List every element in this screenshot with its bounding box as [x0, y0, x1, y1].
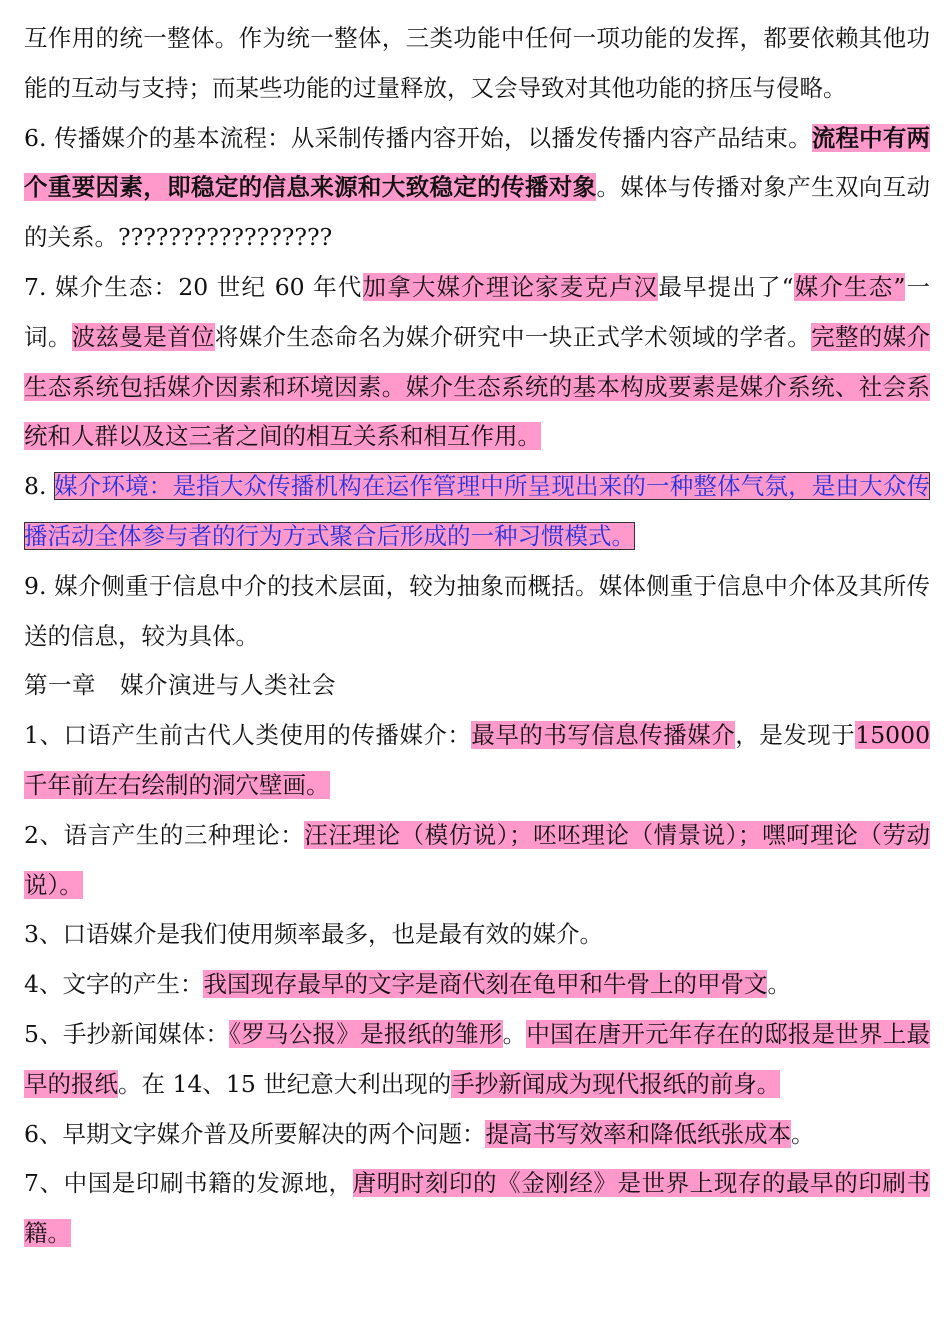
item-3-oral-media: 3、口语媒介是我们使用频率最多，也是最有效的媒介。 — [24, 920, 603, 949]
highlight-mcluhan: 加拿大媒介理论家麦克卢汉 — [362, 272, 659, 301]
highlight-diamond-sutra: 唐明时刻印的《金刚经》是世界上现存的最早的印刷书籍。 — [24, 1169, 931, 1248]
paragraph-7-media-ecology: 7. 媒介生态：20 世纪 60 年代加拿大媒介理论家麦克卢汉最早提出了“媒介生态”一词。波兹曼是首位将媒介生态命名为媒介研究中一块正式学术领域的学者。完整的媒介生态系统包括媒介因素和环境因素。媒介生态系统的基本构成要素是媒介系统、社会系统和人群以及这三者之间的相互关系和相互作用。 — [24, 272, 931, 451]
item-6-writing-media-problems: 6、早期文字媒介普及所要解决的两个问题：提高书写效率和降低纸张成本。 — [24, 1119, 815, 1148]
highlight-oracle-bones: 我国现存最早的文字是商代刻在龟甲和牛骨上的甲骨文 — [203, 970, 768, 999]
highlight-two-problems: 提高书写效率和降低纸张成本 — [485, 1119, 791, 1148]
paragraph-6-media-process: 6. 传播媒介的基本流程：从采制传播内容开始，以播发传播内容产品结束。流程中有两个重要因素，即稳定的信息来源和大致稳定的传播对象。媒体与传播对象产生双向互动的关系。????????????????? — [24, 123, 931, 252]
chapter-heading: 第一章 媒介演进与人类社会 — [24, 671, 336, 700]
highlight-three-theories: 汪汪理论（模仿说）；呸呸理论（情景说）；嘿呵理论（劳动说）。 — [24, 820, 931, 899]
highlight-roman-gazette: 《罗马公报》是报纸的雏形 — [229, 1019, 503, 1048]
highlight-media-ecology-term: 媒介生态” — [793, 272, 906, 301]
highlight-earliest-writing-medium: 最早的书写信息传播媒介 — [471, 721, 736, 750]
item-2-language-theories: 2、语言产生的三种理论：汪汪理论（模仿说）；呸呸理论（情景说）；嘿呵理论（劳动说）。 — [24, 820, 931, 899]
highlight-modern-newspaper-precursor: 手抄新闻成为现代报纸的前身。 — [451, 1069, 781, 1098]
item-4-origin-of-writing: 4、文字的产生：我国现存最早的文字是商代刻在龟甲和牛骨上的甲骨文。 — [24, 970, 791, 999]
highlight-postman: 波兹曼是首位 — [71, 322, 215, 351]
highlight-ecosystem-elements: 完整的媒介生态系统包括媒介因素和环境因素。媒介生态系统的基本构成要素是媒介系统、社会系统和人群以及这三者之间的相互关系和相互作用。 — [24, 322, 931, 451]
item-7-printed-books: 7、中国是印刷书籍的发源地，唐明时刻印的《金刚经》是世界上现存的最早的印刷书籍。 — [24, 1169, 931, 1248]
item-1-cave-paintings: 1、口语产生前古代人类使用的传播媒介：最早的书写信息传播媒介，是发现于15000 千年前左右绘制的洞穴壁画。 — [24, 721, 931, 799]
paragraph-9-medium-vs-media: 9. 媒介侧重于信息中介的技术层面，较为抽象而概括。媒体侧重于信息中介体及其所传送的信息，较为具体。 — [24, 571, 930, 650]
item-5-handwritten-news: 5、手抄新闻媒体：《罗马公报》是报纸的雏形。中国在唐开元年存在的邸报是世界上最早的报纸。在 14、15 世纪意大利出现的手抄新闻成为现代报纸的前身。 — [24, 1019, 931, 1098]
paragraph-functions-continued: 互作用的统一整体。作为统一整体，三类功能中任何一项功能的发挥，都要依赖其他功能的互动与支持；而某些功能的过量释放，又会导致对其他功能的挤压与侵略。 — [24, 24, 930, 102]
highlight-process-factors: 流程中有两个重要因素，即稳定的信息来源和大致稳定的传播对象 — [24, 123, 931, 202]
paragraph-8-media-environment: 8. 媒介环境：是指大众传播机构在运作管理中所呈现出来的一种整体气氛，是由大众传播活动全体参与者的行为方式聚合后形成的一种习惯模式。 — [24, 472, 930, 550]
highlight-media-environment-definition: 媒介环境：是指大众传播机构在运作管理中所呈现出来的一种整体气氛，是由大众传播活动全体参与者的行为方式聚合后形成的一种习惯模式。 — [24, 472, 930, 550]
highlight-cave-paintings: 15000 千年前左右绘制的洞穴壁画。 — [24, 721, 931, 799]
highlight-dibao: 中国在唐开元年存在的邸报是世界上最早的报纸 — [24, 1019, 931, 1098]
document-page — [24, 14, 930, 1259]
